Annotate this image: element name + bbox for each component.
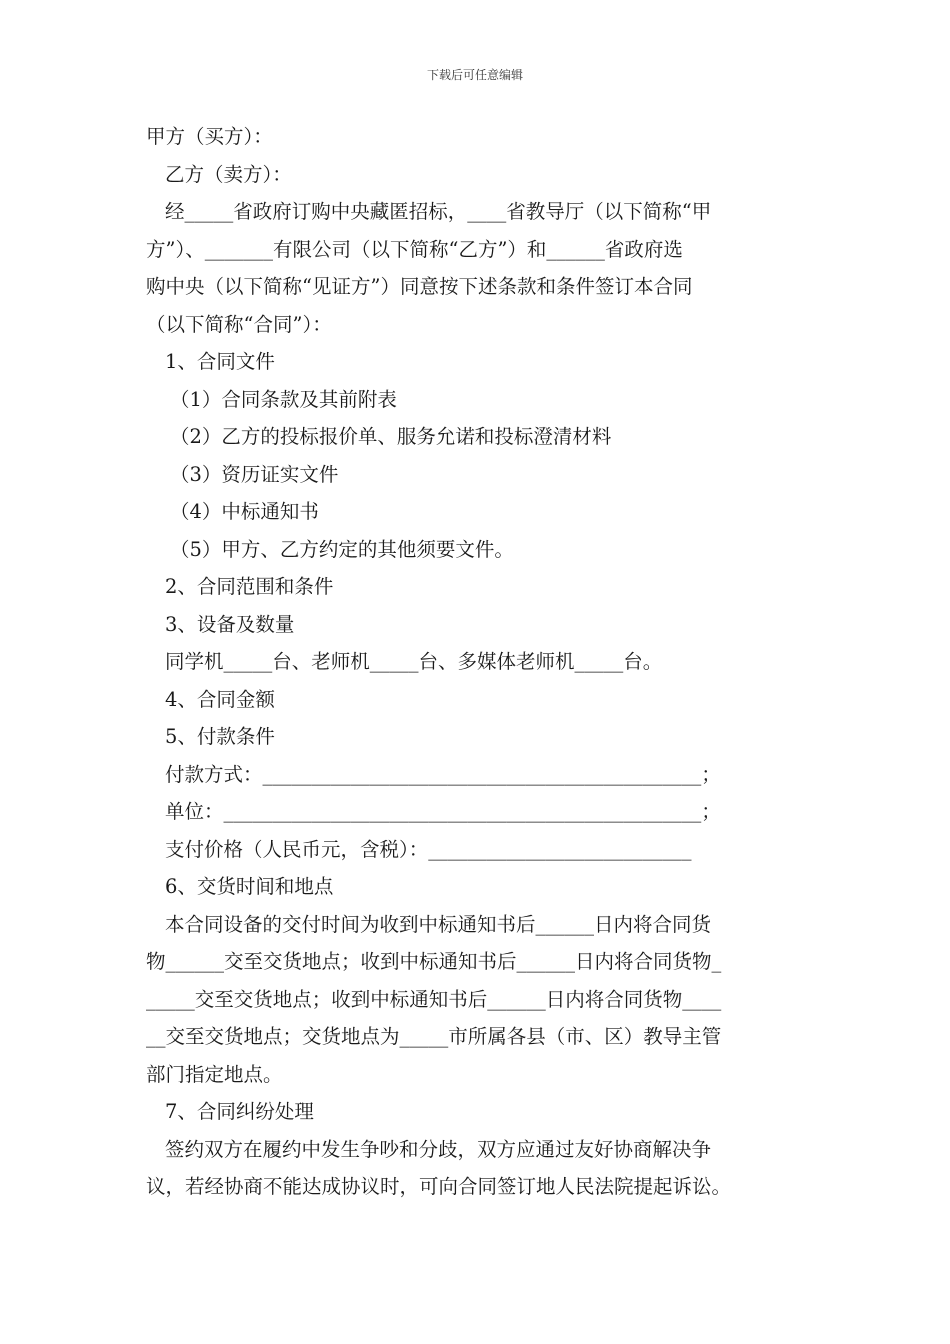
- section-1-item-2: （2）乙方的投标报价单、服务允诺和投标澄清材料: [170, 425, 612, 448]
- party-b-line: 乙方（卖方）：: [165, 162, 292, 186]
- section-1-item-4: （4）中标通知书: [170, 500, 319, 523]
- page-header: 下载后可任意编辑: [426, 68, 523, 82]
- section-1-item-3: （3）资历证实文件: [170, 462, 339, 486]
- section-7-heading: 7、合同纠纷处理: [165, 1100, 314, 1123]
- section-6-line-2: 物______交至交货地点；收到中标通知书后______日内将合同货物_: [146, 950, 722, 973]
- party-a-line: 甲方（买方）：: [146, 125, 273, 148]
- section-5-heading: 5、付款条件: [165, 725, 275, 748]
- contract-document: [146, 118, 826, 1206]
- payment-method-line: 付款方式：_____________________________________________；: [165, 762, 721, 786]
- section-6-line-1: 本合同设备的交付时间为收到中标通知书后______日内将合同货: [165, 912, 712, 936]
- intro-line-4: （以下简称“合同”）：: [146, 312, 332, 336]
- section-3-body: 同学机_____台、老师机_____台、多媒体老师机_____台。: [165, 650, 663, 673]
- section-7-line-1: 签约双方在履约中发生争吵和分歧，双方应通过友好协商解决争: [165, 1137, 712, 1161]
- section-6-heading: 6、交货时间和地点: [165, 875, 334, 898]
- intro-line-1: 经_____省政府订购中央藏匿招标，____省教导厅（以下简称“甲: [165, 200, 712, 223]
- payment-unit-line: 单位：_________________________________________________；: [165, 800, 721, 823]
- section-3-heading: 3、设备及数量: [165, 612, 295, 636]
- section-1-heading: 1、合同文件: [165, 350, 275, 373]
- section-6-line-5: 部门指定地点。: [146, 1062, 283, 1086]
- section-6-line-3: _____交至交货地点；收到中标通知书后______日内将合同货物____: [146, 987, 722, 1011]
- section-4-heading: 4、合同金额: [165, 687, 275, 711]
- section-2-heading: 2、合同范围和条件: [165, 575, 334, 598]
- section-7-line-2: 议，若经协商不能达成协议时，可向合同签订地人民法院提起诉讼。: [146, 1175, 732, 1198]
- intro-line-3: 购中央（以下简称“见证方”）同意按下述条款和条件签订本合同: [146, 275, 693, 298]
- section-6-line-4: __交至交货地点；交货地点为_____市所属各县（市、区）教导主管: [146, 1025, 722, 1048]
- section-1-item-1: （1）合同条款及其前附表: [170, 387, 397, 411]
- section-1-item-5: （5）甲方、乙方约定的其他须要文件。: [170, 537, 514, 561]
- payment-price-line: 支付价格（人民币元，含税）：___________________________: [165, 837, 692, 861]
- intro-line-2: 方”）、_______有限公司（以下简称“乙方”）和______省政府选: [146, 237, 683, 261]
